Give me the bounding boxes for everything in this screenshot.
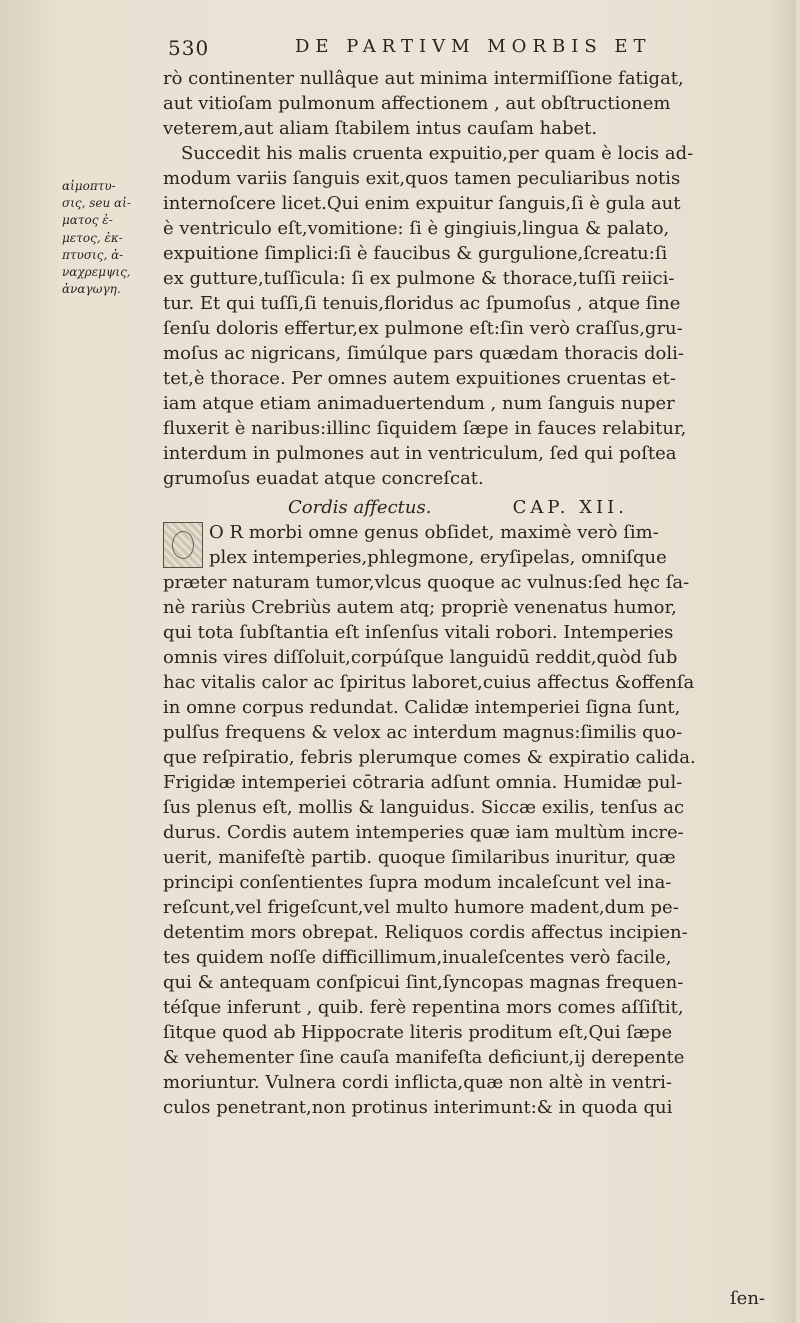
margin-note-line: ματος ἐ- xyxy=(62,213,113,228)
chapter-subtitle: Cordis affectus. xyxy=(288,497,432,518)
text-line: detentim mors obrepat. Reliquos cordis affectus incipien- xyxy=(163,922,688,943)
margin-note-line: μετος, ἐκ- xyxy=(62,230,123,245)
text-line: ſus plenus eſt, mollis & languidus. Siccæ exilis, tenſus ac xyxy=(163,797,685,818)
margin-note-line: ναχρεμψις, xyxy=(62,265,131,280)
ornamental-initial-icon xyxy=(163,522,203,568)
text-line: moriuntur. Vulnera cordi inflicta,quæ non altè in ventri- xyxy=(163,1072,673,1093)
text-line: veterem,aut aliam ſtabilem intus cauſam habet. xyxy=(163,118,598,139)
page-number: 530 xyxy=(168,36,210,60)
running-head: DE PARTIVM MORBIS ET xyxy=(295,36,652,57)
text-line: Frigidæ intemperiei cōtraria adſunt omnia. Humidæ pul- xyxy=(163,772,683,793)
text-line: ſenſu doloris effertur,ex pulmone eſt:ſin verò craſſus,gru- xyxy=(163,318,683,339)
text-line: tur. Et qui tuſſi,ſi tenuis,floridus ac ſpumoſus , atque ſine xyxy=(163,293,681,314)
text-line: moſus ac nigricans, ſimúlque pars quædam thoracis doli- xyxy=(163,343,684,364)
text-line: interdum in pulmones aut in ventriculum, ſed qui poſtea xyxy=(163,443,677,464)
text-line: Succedit his malis cruenta expuitio,per quam è locis ad- xyxy=(181,143,694,164)
text-line: qui tota ſubſtantia eſt inſenſus vitali robori. Intemperies xyxy=(163,622,674,643)
text-line: ſitque quod ab Hippocrate literis proditum eſt,Qui ſæpe xyxy=(163,1022,673,1043)
initial-block xyxy=(163,520,763,570)
text-line: nè rariùs Crebriùs autem atq; propriè venenatus humor, xyxy=(163,597,677,618)
initial-lines xyxy=(209,520,667,570)
paragraph-2 xyxy=(163,520,763,1120)
text-line: omnis vires diſſoluit,corpúſque languidū reddit,quòd ſub xyxy=(163,647,678,668)
text-line: culos penetrant,non protinus interimunt:& in quoda qui xyxy=(163,1097,673,1118)
text-line: grumoſus euadat atque concreſcat. xyxy=(163,468,484,489)
text-line: principi conſentientes ſupra modum incaleſcunt vel ina- xyxy=(163,872,672,893)
text-line: hac vitalis calor ac ſpiritus laboret,cuius affectus &offenſa xyxy=(163,672,695,693)
text-line: rò continenter nullâque aut minima intermiſſione fatigat, xyxy=(163,68,684,89)
text-body xyxy=(163,66,763,1120)
text-line: uerit, manifeſtè partib. quoque ſimilaribus inuritur, quæ xyxy=(163,847,676,868)
text-line: durus. Cordis autem intemperies quæ iam multùm incre- xyxy=(163,822,684,843)
text-line: in omne corpus redundat. Calidæ intemperiei ſigna ſunt, xyxy=(163,697,681,718)
catchword: ſen- xyxy=(730,1288,765,1309)
text-line: præter naturam tumor,vlcus quoque ac vulnus:ſed hęc ſa- xyxy=(163,572,690,593)
text-line: pulſus frequens & velox ac interdum magnus:ſimilis quo- xyxy=(163,722,683,743)
text-line: iam atque etiam animaduertendum , num ſanguis nuper xyxy=(163,393,675,414)
text-line: modum variis ſanguis exit,quos tamen peculiaribus notis xyxy=(163,168,681,189)
text-line: plex intemperies,phlegmone, eryſipelas, omniſque xyxy=(209,547,667,568)
text-line: O R morbi omne genus obſidet, maximè verò ſim- xyxy=(209,522,659,543)
margin-note-line: αἱμοπτυ- xyxy=(62,179,116,193)
page-edge-shadow xyxy=(770,0,796,1323)
text-line: téſque inferunt , quib. ferè repentina mors comes aſſiſtit, xyxy=(163,997,684,1018)
text-line: internoſcere licet.Qui enim expuitur ſanguis,ſi è gula aut xyxy=(163,193,681,214)
text-line: qui & antequam conſpicui ſint,ſyncopas magnas frequen- xyxy=(163,972,684,993)
chapter-heading xyxy=(288,495,628,520)
margin-note xyxy=(62,178,154,298)
paragraph-1 xyxy=(163,66,763,491)
margin-note-line: ἀναγωγη. xyxy=(62,282,121,297)
text-line: que reſpiratio, febris plerumque comes & expiratio calida. xyxy=(163,747,696,768)
text-line: è ventriculo eſt,vomitione: ſi è gingiuis,lingua & palato, xyxy=(163,218,670,239)
text-line: & vehementer ſine cauſa manifeſta deficiunt,ij derepente xyxy=(163,1047,685,1068)
text-line: tes quidem noſſe difficillimum,inualeſcentes verò facile, xyxy=(163,947,672,968)
chapter-label: CAP. XII. xyxy=(512,497,628,518)
text-line: ex gutture,tuſſicula: ſi ex pulmone & thorace,tuſſi reiici- xyxy=(163,268,675,289)
text-line: expuitione ſimplici:ſi è faucibus & gurgulione,ſcreatu:ſi xyxy=(163,243,668,264)
margin-note-line: σις, seu αἱ- xyxy=(62,196,131,211)
text-line: aut vitioſam pulmonum affectionem , aut obſtructionem xyxy=(163,93,671,114)
margin-note-line: πτυσις, ἀ- xyxy=(62,247,124,262)
text-line: fluxerit è naribus:illinc ſiquidem ſæpe in fauces relabitur, xyxy=(163,418,687,439)
text-line: tet,è thorace. Per omnes autem expuitiones cruentas et- xyxy=(163,368,676,389)
text-line: reſcunt,vel frigeſcunt,vel multo humore madent,dum pe- xyxy=(163,897,679,918)
